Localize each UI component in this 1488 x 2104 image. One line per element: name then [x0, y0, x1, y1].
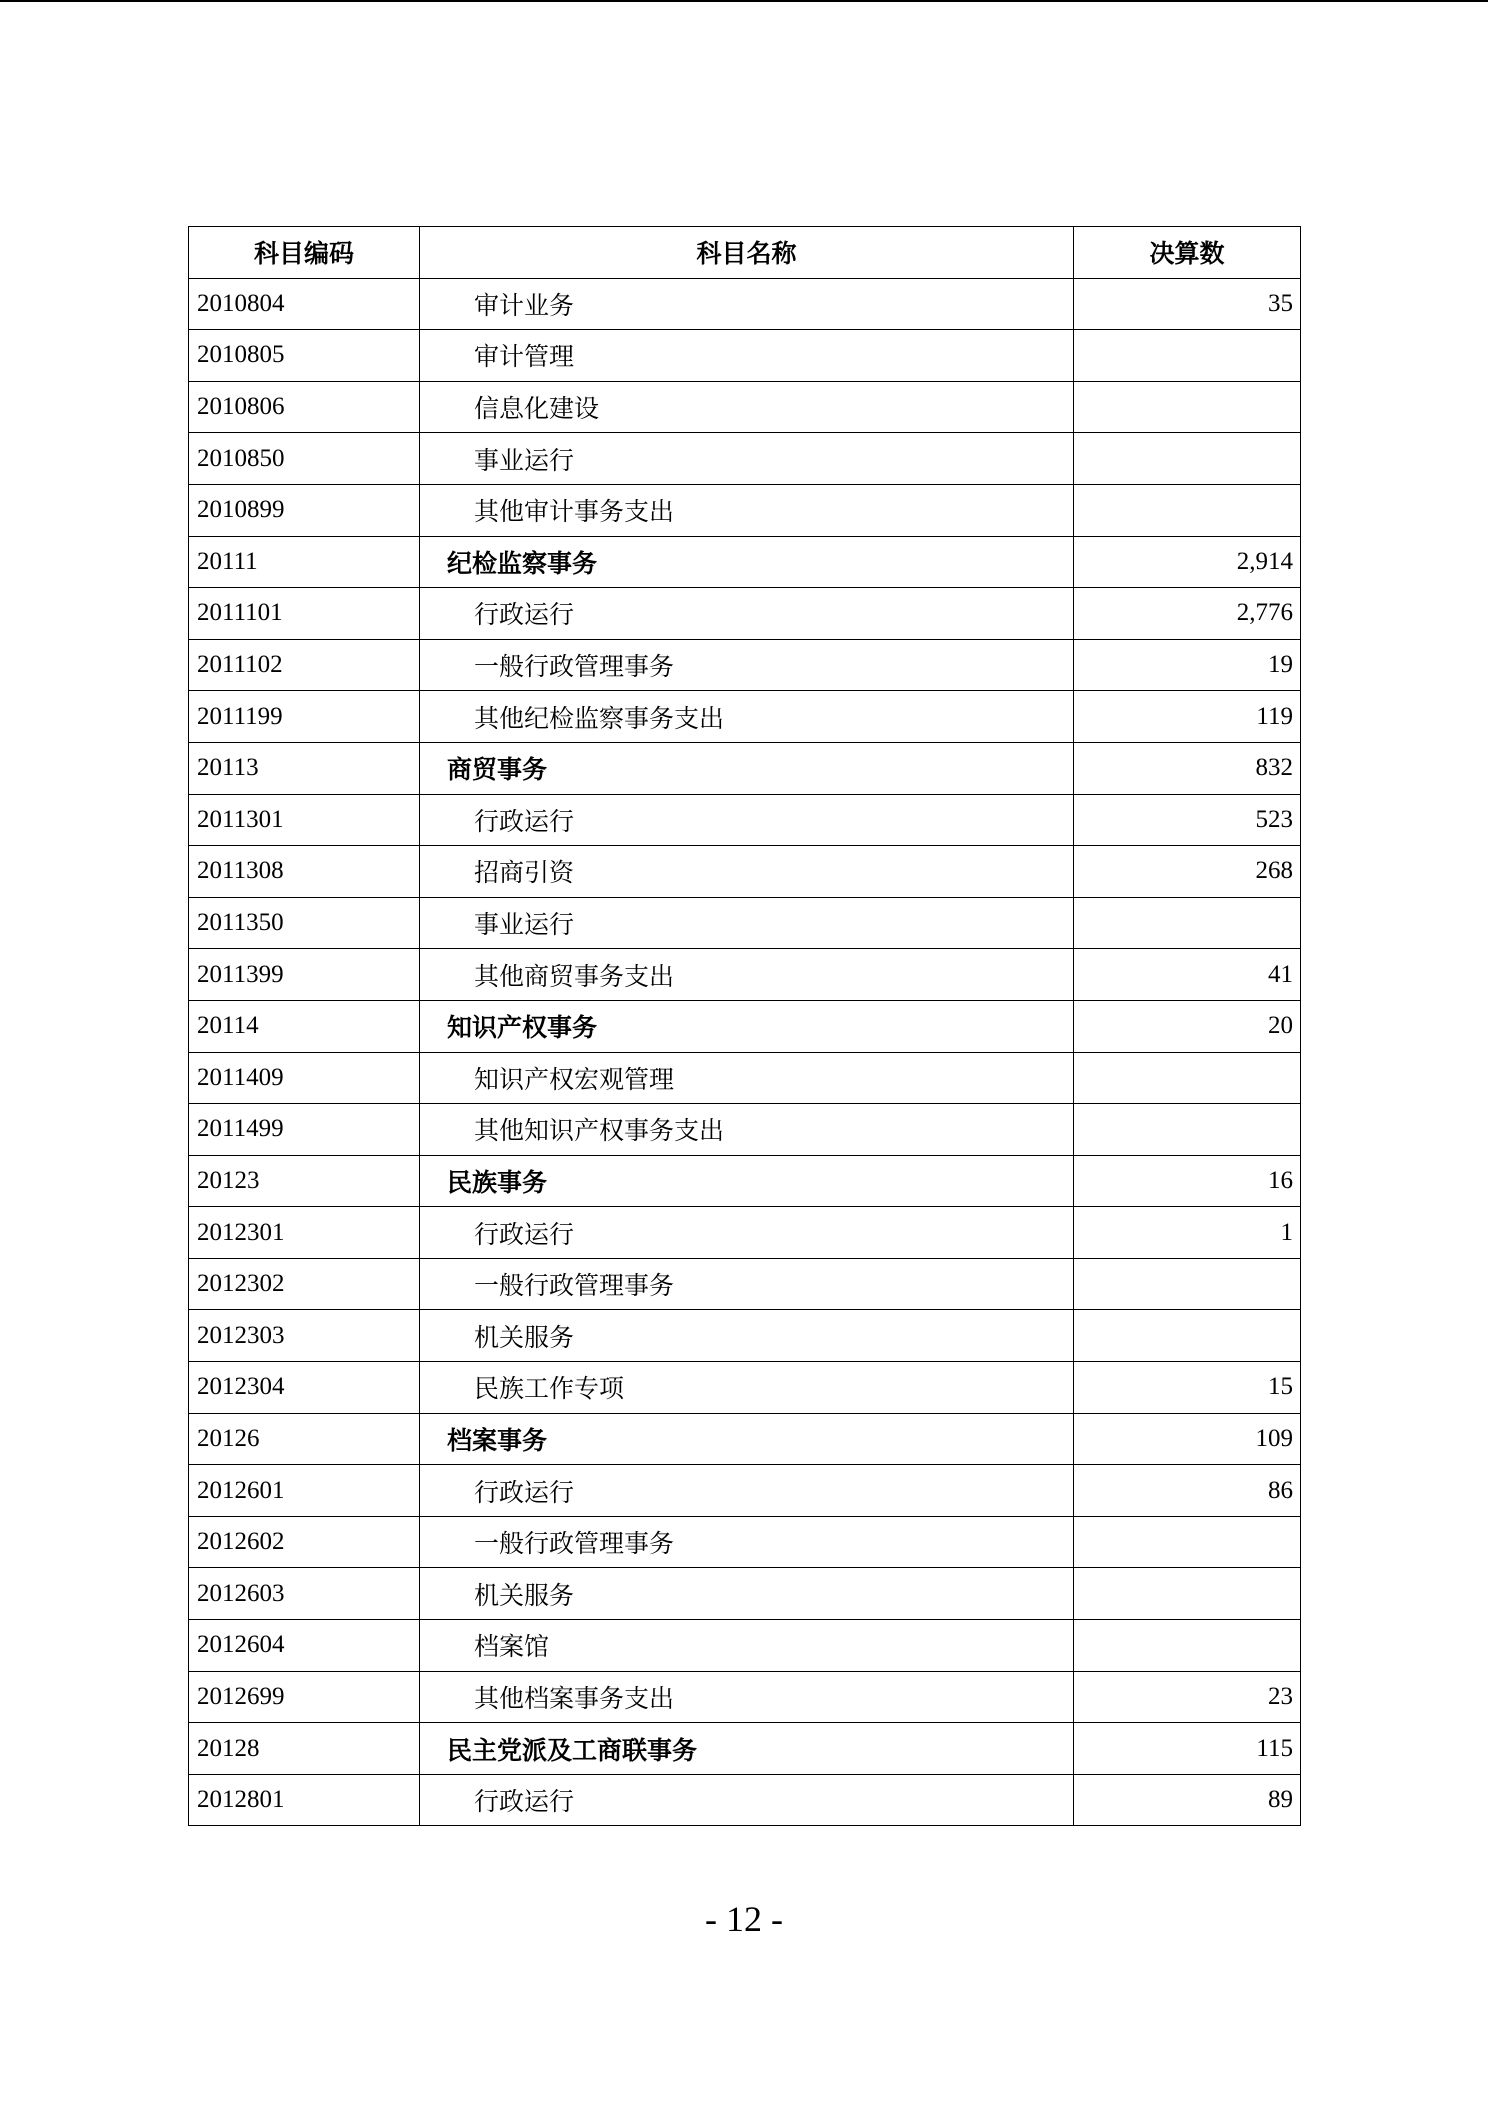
- cell-amount: 41: [1074, 949, 1301, 1001]
- cell-code: 20128: [189, 1723, 420, 1775]
- cell-code: 2011350: [189, 897, 420, 949]
- cell-name: 招商引资: [420, 846, 1074, 898]
- cell-code: 2012699: [189, 1671, 420, 1723]
- table-row: [189, 330, 1301, 382]
- cell-code: 2012602: [189, 1516, 420, 1568]
- cell-code: 20111: [189, 536, 420, 588]
- table-row: [189, 1258, 1301, 1310]
- cell-name: 行政运行: [420, 1207, 1074, 1259]
- table-row-category: [189, 1723, 1301, 1775]
- table-row: [189, 639, 1301, 691]
- table-row-category: [189, 742, 1301, 794]
- header-code: 科目编码: [189, 227, 420, 279]
- cell-amount: 20: [1074, 1000, 1301, 1052]
- table-row: [189, 1516, 1301, 1568]
- cell-name: 纪检监察事务: [420, 536, 1074, 588]
- cell-amount: 2,914: [1074, 536, 1301, 588]
- cell-amount: [1074, 330, 1301, 382]
- cell-code: 2012304: [189, 1362, 420, 1414]
- cell-name: 审计管理: [420, 330, 1074, 382]
- budget-table: [188, 226, 1301, 1826]
- cell-code: 2012601: [189, 1465, 420, 1517]
- table-body: [189, 278, 1301, 1826]
- table-row: [189, 381, 1301, 433]
- cell-name: 商贸事务: [420, 742, 1074, 794]
- cell-amount: 19: [1074, 639, 1301, 691]
- cell-name: 档案馆: [420, 1620, 1074, 1672]
- cell-amount: [1074, 1052, 1301, 1104]
- cell-amount: 2,776: [1074, 588, 1301, 640]
- budget-table-container: [188, 226, 1300, 1826]
- cell-amount: 119: [1074, 691, 1301, 743]
- cell-amount: 86: [1074, 1465, 1301, 1517]
- cell-code: 20126: [189, 1413, 420, 1465]
- cell-code: 2011301: [189, 794, 420, 846]
- cell-name: 其他知识产权事务支出: [420, 1104, 1074, 1156]
- table-row: [189, 1207, 1301, 1259]
- cell-name: 机关服务: [420, 1310, 1074, 1362]
- cell-name: 行政运行: [420, 794, 1074, 846]
- cell-amount: [1074, 1258, 1301, 1310]
- table-header-row: [189, 227, 1301, 279]
- cell-amount: 15: [1074, 1362, 1301, 1414]
- table-row-category: [189, 1000, 1301, 1052]
- cell-code: 2012303: [189, 1310, 420, 1362]
- table-row-category: [189, 1413, 1301, 1465]
- table-row-category: [189, 1155, 1301, 1207]
- table-row: [189, 1671, 1301, 1723]
- cell-code: 2012603: [189, 1568, 420, 1620]
- cell-name: 一般行政管理事务: [420, 1258, 1074, 1310]
- page-top-border: [0, 0, 1488, 2]
- cell-amount: 23: [1074, 1671, 1301, 1723]
- cell-name: 一般行政管理事务: [420, 639, 1074, 691]
- header-amount: 决算数: [1074, 227, 1301, 279]
- table-row: [189, 846, 1301, 898]
- table-row-category: [189, 536, 1301, 588]
- cell-code: 2010899: [189, 484, 420, 536]
- cell-amount: [1074, 1516, 1301, 1568]
- cell-code: 2011409: [189, 1052, 420, 1104]
- table-row: [189, 433, 1301, 485]
- cell-name: 审计业务: [420, 278, 1074, 330]
- table-row: [189, 1465, 1301, 1517]
- cell-name: 行政运行: [420, 1774, 1074, 1826]
- cell-amount: [1074, 381, 1301, 433]
- cell-code: 2011102: [189, 639, 420, 691]
- table-row: [189, 794, 1301, 846]
- cell-name: 其他纪检监察事务支出: [420, 691, 1074, 743]
- cell-amount: [1074, 433, 1301, 485]
- cell-amount: [1074, 1310, 1301, 1362]
- page-number: - 12 -: [705, 1899, 783, 1939]
- cell-code: 2012301: [189, 1207, 420, 1259]
- cell-code: 20114: [189, 1000, 420, 1052]
- cell-name: 机关服务: [420, 1568, 1074, 1620]
- cell-name: 事业运行: [420, 433, 1074, 485]
- cell-name: 其他审计事务支出: [420, 484, 1074, 536]
- cell-code: 2011199: [189, 691, 420, 743]
- table-row: [189, 1620, 1301, 1672]
- table-row: [189, 1774, 1301, 1826]
- cell-code: 2011499: [189, 1104, 420, 1156]
- table-row: [189, 1568, 1301, 1620]
- cell-code: 20113: [189, 742, 420, 794]
- cell-amount: [1074, 897, 1301, 949]
- table-row: [189, 484, 1301, 536]
- cell-name: 信息化建设: [420, 381, 1074, 433]
- cell-name: 民族事务: [420, 1155, 1074, 1207]
- cell-code: 2012302: [189, 1258, 420, 1310]
- cell-amount: 268: [1074, 846, 1301, 898]
- cell-amount: [1074, 1620, 1301, 1672]
- cell-code: 2010804: [189, 278, 420, 330]
- cell-amount: 89: [1074, 1774, 1301, 1826]
- table-row: [189, 1104, 1301, 1156]
- cell-name: 档案事务: [420, 1413, 1074, 1465]
- table-row: [189, 588, 1301, 640]
- cell-code: 2010850: [189, 433, 420, 485]
- cell-amount: 35: [1074, 278, 1301, 330]
- cell-code: 2011101: [189, 588, 420, 640]
- cell-name: 其他档案事务支出: [420, 1671, 1074, 1723]
- table-row: [189, 278, 1301, 330]
- cell-code: 2012604: [189, 1620, 420, 1672]
- cell-name: 其他商贸事务支出: [420, 949, 1074, 1001]
- cell-name: 一般行政管理事务: [420, 1516, 1074, 1568]
- cell-name: 民族工作专项: [420, 1362, 1074, 1414]
- cell-code: 2012801: [189, 1774, 420, 1826]
- cell-name: 事业运行: [420, 897, 1074, 949]
- cell-name: 行政运行: [420, 588, 1074, 640]
- cell-amount: 109: [1074, 1413, 1301, 1465]
- cell-name: 民主党派及工商联事务: [420, 1723, 1074, 1775]
- table-row: [189, 949, 1301, 1001]
- cell-amount: [1074, 1104, 1301, 1156]
- cell-code: 2010806: [189, 381, 420, 433]
- cell-amount: [1074, 484, 1301, 536]
- cell-name: 知识产权宏观管理: [420, 1052, 1074, 1104]
- cell-amount: 1: [1074, 1207, 1301, 1259]
- table-row: [189, 1362, 1301, 1414]
- table-row: [189, 1310, 1301, 1362]
- table-row: [189, 897, 1301, 949]
- header-name: 科目名称: [420, 227, 1074, 279]
- cell-code: 2011308: [189, 846, 420, 898]
- cell-name: 行政运行: [420, 1465, 1074, 1517]
- cell-amount: [1074, 1568, 1301, 1620]
- table-row: [189, 691, 1301, 743]
- cell-amount: 832: [1074, 742, 1301, 794]
- cell-amount: 115: [1074, 1723, 1301, 1775]
- cell-name: 知识产权事务: [420, 1000, 1074, 1052]
- cell-amount: 523: [1074, 794, 1301, 846]
- cell-amount: 16: [1074, 1155, 1301, 1207]
- cell-code: 20123: [189, 1155, 420, 1207]
- cell-code: 2010805: [189, 330, 420, 382]
- table-row: [189, 1052, 1301, 1104]
- cell-code: 2011399: [189, 949, 420, 1001]
